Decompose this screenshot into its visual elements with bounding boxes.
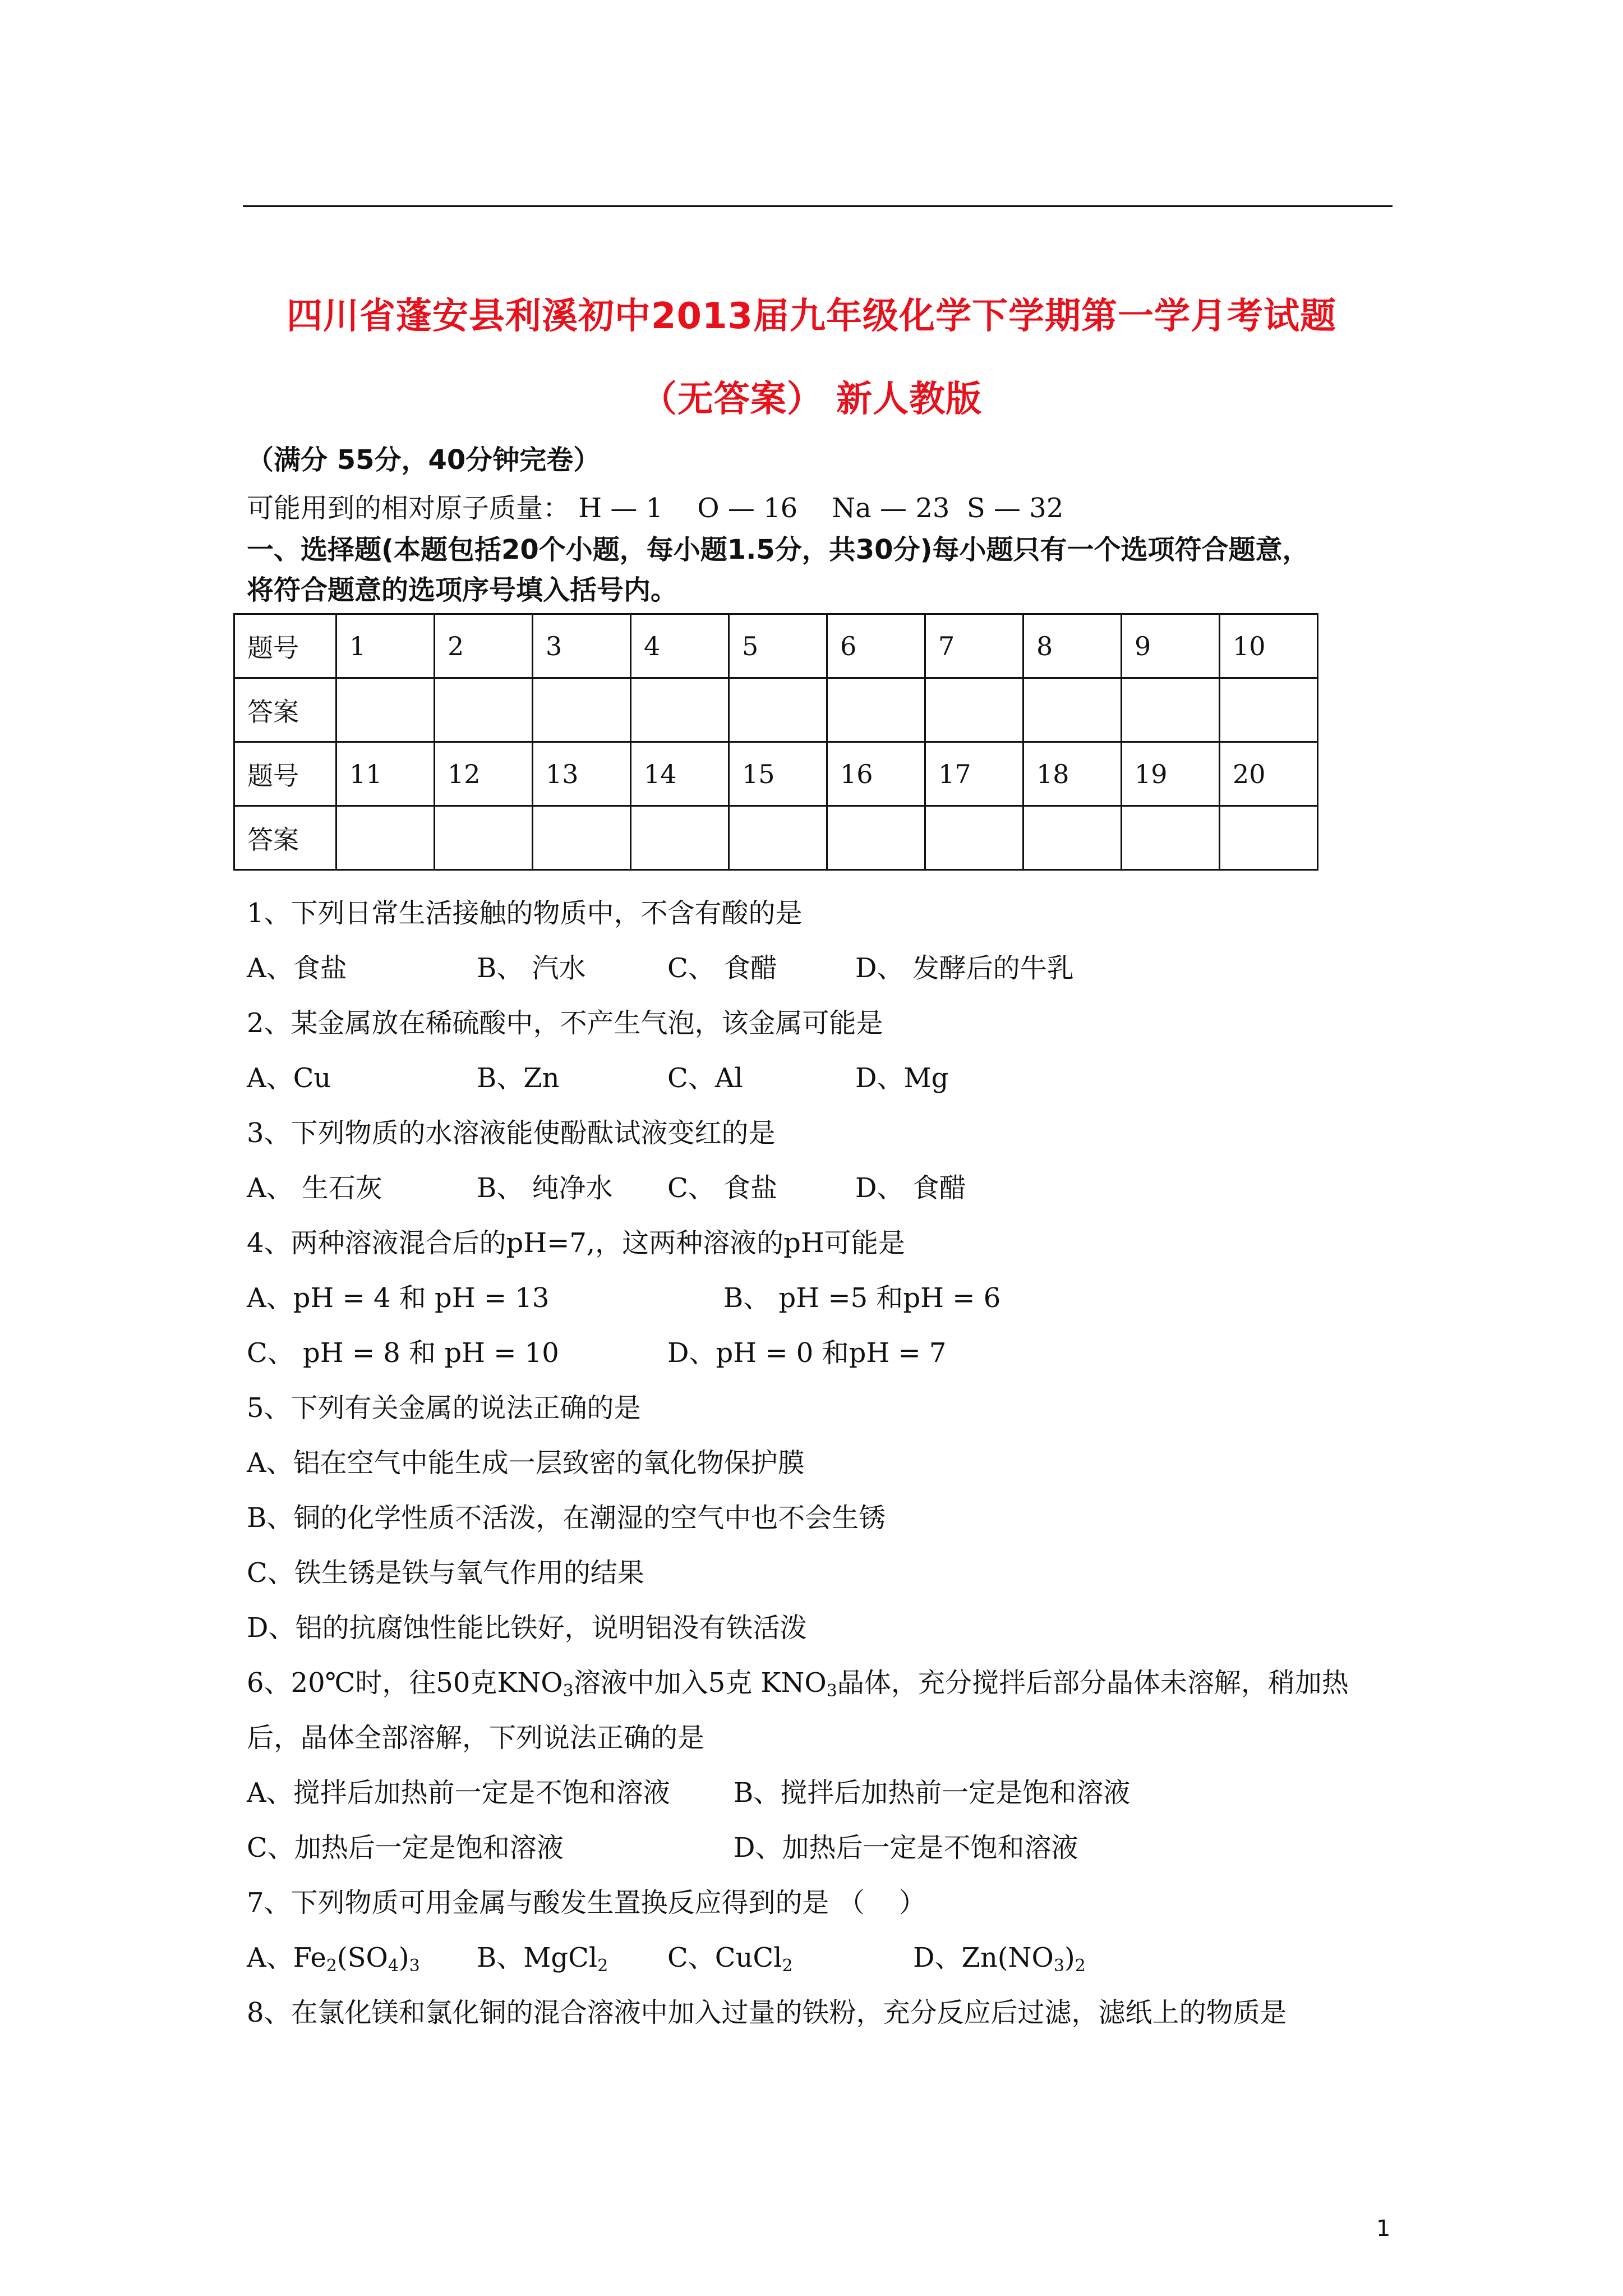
q7c-text: C、CuCl	[667, 1942, 782, 1973]
table-cell: 16	[827, 742, 925, 806]
question-1-option-b: B、 汽水	[477, 953, 586, 984]
section-heading-line2: 将符合题意的选项序号填入括号内。	[247, 574, 678, 606]
q6-text-3: 晶体，充分搅拌后部分晶体未溶解，稍加热	[837, 1667, 1349, 1699]
question-4-stem: 4、两种溶液混合后的pH=7,，这两种溶液的pH可能是	[247, 1227, 905, 1259]
question-7-option-c	[667, 1941, 793, 1975]
answer-cell-11[interactable]	[336, 806, 435, 870]
table-cell: 1	[336, 614, 435, 678]
table-cell: 13	[533, 742, 631, 806]
question-2-option-b: B、Zn	[477, 1062, 560, 1094]
question-3-stem: 3、下列物质的水溶液能使酚酞试液变红的是	[247, 1117, 776, 1149]
table-cell: 8	[1023, 614, 1122, 678]
question-7-option-b	[477, 1941, 608, 1975]
table-row	[234, 678, 1318, 742]
answer-cell-8[interactable]	[1023, 678, 1122, 742]
answer-cell-13[interactable]	[533, 806, 631, 870]
question-4-option-a: A、pH = 4 和 pH = 13	[247, 1282, 550, 1314]
answer-cell-12[interactable]	[435, 806, 533, 870]
q7a-mid: (SO	[336, 1942, 388, 1973]
table-cell: 10	[1220, 614, 1318, 678]
question-4-option-d: D、pH = 0 和pH = 7	[667, 1337, 947, 1369]
question-6-stem-line2: 后，晶体全部溶解，下列说法正确的是	[247, 1722, 705, 1754]
table-cell: 18	[1023, 742, 1122, 806]
table-cell: 5	[729, 614, 827, 678]
question-7-option-a	[247, 1941, 420, 1975]
q6-sub-2: 3	[826, 1681, 837, 1701]
question-3-option-b: B、 纯净水	[477, 1172, 613, 1204]
answer-cell-17[interactable]	[925, 806, 1023, 870]
table-cell: 2	[435, 614, 533, 678]
table-cell: 15	[729, 742, 827, 806]
q6-sub-1: 3	[562, 1681, 574, 1701]
answer-cell-16[interactable]	[827, 806, 925, 870]
table-cell-label: 答案	[234, 678, 336, 742]
section-heading-line1: 一、选择题(本题包括20个小题，每小题1.5分，共30分)每小题只有一个选项符合题意，	[247, 534, 1310, 565]
score-note: （满分 55分，40分钟完卷）	[247, 444, 601, 476]
question-1-stem: 1、下列日常生活接触的物质中，不含有酸的是	[247, 898, 803, 929]
question-5-stem: 5、下列有关金属的说法正确的是	[247, 1392, 641, 1424]
question-7-option-d	[913, 1941, 1086, 1975]
answer-cell-18[interactable]	[1023, 806, 1122, 870]
question-6-option-a: A、搅拌后加热前一定是不饱和溶液	[247, 1777, 670, 1809]
q7a-text: A、Fe	[247, 1942, 326, 1973]
question-5-option-b: B、铜的化学性质不活泼，在潮湿的空气中也不会生锈	[247, 1502, 886, 1534]
question-5-option-d: D、铝的抗腐蚀性能比铁好，说明铝没有铁活泼	[247, 1612, 807, 1644]
answer-cell-2[interactable]	[435, 678, 533, 742]
q6-text-1: 6、20℃时，往50克KNO	[247, 1667, 563, 1699]
q7a-sub1: 2	[326, 1956, 337, 1976]
q7a-end: )	[398, 1942, 409, 1973]
question-2-option-a: A、Cu	[247, 1062, 331, 1094]
table-cell: 14	[631, 742, 729, 806]
table-cell-label: 答案	[234, 806, 336, 870]
question-1-option-a: A、食盐	[247, 953, 347, 984]
answer-cell-7[interactable]	[925, 678, 1023, 742]
question-2-option-d: D、Mg	[855, 1062, 949, 1094]
question-3-option-a: A、 生石灰	[247, 1172, 382, 1204]
atomic-masses: 可能用到的相对原子质量： H — 1 O — 16 Na — 23 S — 32	[247, 493, 1064, 524]
question-4-option-c: C、 pH = 8 和 pH = 10	[247, 1337, 559, 1369]
table-cell: 4	[631, 614, 729, 678]
question-2-stem: 2、某金属放在稀硫酸中，不产生气泡，该金属可能是	[247, 1007, 883, 1039]
answer-cell-1[interactable]	[336, 678, 435, 742]
table-cell-label: 题号	[234, 614, 336, 678]
table-row	[234, 742, 1318, 806]
answer-cell-5[interactable]	[729, 678, 827, 742]
question-1-option-c: C、 食醋	[667, 953, 777, 984]
table-cell: 20	[1220, 742, 1318, 806]
answer-cell-14[interactable]	[631, 806, 729, 870]
answer-cell-3[interactable]	[533, 678, 631, 742]
q7d-sub2: 2	[1075, 1956, 1086, 1976]
table-cell-label: 题号	[234, 742, 336, 806]
answer-cell-4[interactable]	[631, 678, 729, 742]
table-cell: 6	[827, 614, 925, 678]
document-title: 四川省蓬安县利溪初中2013届九年级化学下学期第一学月考试题	[286, 296, 1337, 337]
page-number: 1	[1376, 2216, 1391, 2242]
q6-text-2: 溶液中加入5克 KNO	[573, 1667, 827, 1699]
answer-table	[233, 613, 1318, 871]
table-row	[234, 806, 1318, 870]
question-8-stem: 8、在氯化镁和氯化铜的混合溶液中加入过量的铁粉，充分反应后过滤，滤纸上的物质是	[247, 1997, 1287, 2028]
question-4-option-b: B、 pH =5 和pH = 6	[723, 1282, 1001, 1314]
question-6-option-b: B、搅拌后加热前一定是饱和溶液	[734, 1777, 1131, 1809]
answer-cell-6[interactable]	[827, 678, 925, 742]
table-cell: 7	[925, 614, 1023, 678]
question-3-option-c: C、 食盐	[667, 1172, 777, 1204]
answer-cell-19[interactable]	[1122, 806, 1220, 870]
question-2-option-c: C、Al	[667, 1062, 743, 1094]
q7a-sub2: 4	[388, 1956, 399, 1976]
q7c-sub: 2	[782, 1956, 793, 1976]
q7d-sub1: 3	[1053, 1956, 1064, 1976]
header-rule	[243, 205, 1393, 207]
answer-cell-10[interactable]	[1220, 678, 1318, 742]
answer-cell-15[interactable]	[729, 806, 827, 870]
q7d-end: )	[1064, 1942, 1075, 1973]
q7d-text: D、Zn(NO	[913, 1942, 1054, 1973]
question-5-option-a: A、铝在空气中能生成一层致密的氧化物保护膜	[247, 1447, 805, 1479]
table-row	[234, 614, 1318, 678]
answer-cell-20[interactable]	[1220, 806, 1318, 870]
q7b-text: B、MgCl	[477, 1942, 598, 1973]
table-cell: 11	[336, 742, 435, 806]
q7b-sub: 2	[597, 1956, 608, 1976]
table-cell: 12	[435, 742, 533, 806]
question-1-option-d: D、 发酵后的牛乳	[855, 953, 1074, 984]
q7a-sub3: 3	[409, 1956, 420, 1976]
question-6-option-d: D、加热后一定是不饱和溶液	[734, 1832, 1078, 1864]
question-6-option-c: C、加热后一定是饱和溶液	[247, 1832, 564, 1864]
table-cell: 3	[533, 614, 631, 678]
table-cell: 9	[1122, 614, 1220, 678]
document-subtitle: （无答案） 新人教版	[640, 379, 983, 420]
table-cell: 19	[1122, 742, 1220, 806]
answer-cell-9[interactable]	[1122, 678, 1220, 742]
table-cell: 17	[925, 742, 1023, 806]
question-3-option-d: D、 食醋	[855, 1172, 966, 1204]
question-6-stem-line1	[247, 1666, 1349, 1700]
question-5-option-c: C、铁生锈是铁与氧气作用的结果	[247, 1557, 644, 1589]
question-7-stem: 7、下列物质可用金属与酸发生置换反应得到的是 （ ）	[247, 1887, 926, 1918]
